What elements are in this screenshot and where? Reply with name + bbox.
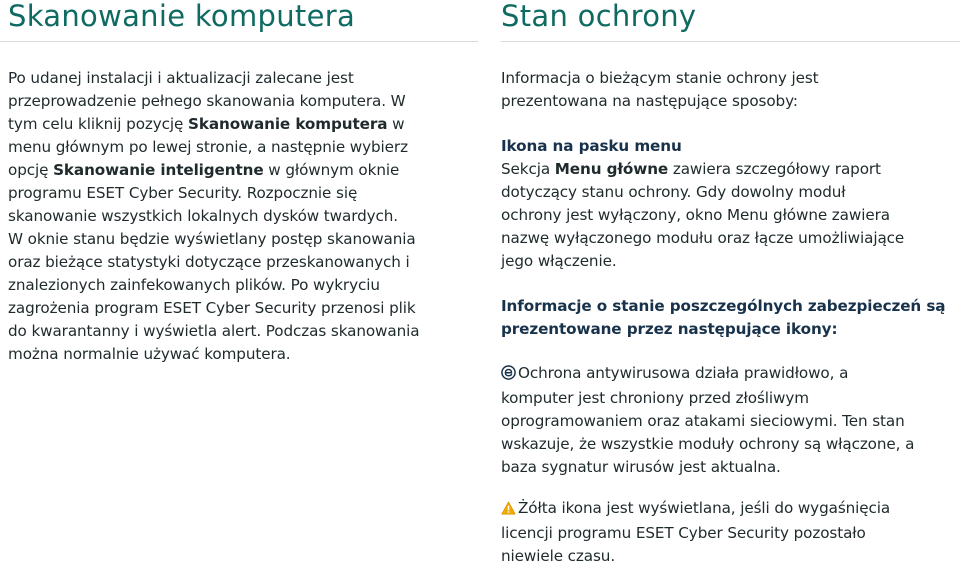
text-run: znalezionych zainfekowanych plików. Po wykryciu [8, 276, 380, 294]
text-run: zawiera szczegółowy raport [668, 160, 881, 178]
status-icons-heading [501, 295, 945, 341]
scan-section-body [8, 67, 419, 366]
text-run: przeprowadzenie pełnego skanowania komputera. W [8, 92, 406, 110]
text-run: oraz bieżące statystyki dotyczące przeskanowanych i [8, 253, 410, 271]
text-run: nazwę wyłączonego modułu oraz łącze umożliwiające [501, 229, 905, 247]
yellow-status-text: Żółta ikona jest wyświetlana, jeśli do wygaśnięcia [518, 499, 891, 517]
bold-term: Menu główne [554, 160, 669, 178]
text-run: zagrożenia program ESET Cyber Security przenosi plik [8, 299, 416, 317]
menu-icon-description [501, 158, 904, 273]
text-run: Po udanej instalacji i aktualizacji zalecane jest [8, 69, 354, 87]
status-icons-heading-line: prezentowane przez następujące ikony: [501, 320, 838, 338]
green-status-text: Ochrona antywirusowa działa prawidłowo, a [518, 364, 849, 382]
text-line [8, 67, 419, 90]
status-icons-heading-line: Informacje o stanie poszczególnych zabezpieczeń są [501, 297, 946, 315]
text-run: W oknie stanu będzie wyświetlany postęp skanowania [8, 230, 416, 248]
green-status-description [501, 362, 914, 479]
text-line [8, 274, 419, 297]
text-line [8, 90, 419, 113]
text-line [8, 136, 419, 159]
text-line [8, 228, 419, 251]
green-status-line: komputer jest chroniony przed złośliwym [501, 389, 809, 407]
text-line [8, 182, 419, 205]
text-run: programu ESET Cyber Security. Rozpocznie się [8, 184, 358, 202]
yellow-status-description [501, 497, 890, 568]
text-run: dotyczący stanu ochrony. Gdy dowolny moduł [501, 183, 846, 201]
text-line [8, 113, 419, 136]
yellow-status-line: niewiele czasu. [501, 547, 616, 565]
scan-title-rule [0, 41, 478, 42]
warning-triangle-icon [501, 499, 516, 522]
text-run: skanowanie wszystkich lokalnych dysków twardych. [8, 207, 399, 225]
text-line [8, 159, 419, 182]
text-run: tym celu kliknij pozycję [8, 115, 188, 133]
status-intro-line: Informacja o bieżącym stanie ochrony jest [501, 69, 819, 87]
green-status-line: wskazuje, że wszystkie moduły ochrony są włączone, a [501, 435, 915, 453]
green-status-line: oprogramowaniem oraz atakami sieciowymi. Ten stan [501, 412, 905, 430]
bold-term: Skanowanie komputera [188, 115, 388, 133]
yellow-status-line [501, 497, 890, 522]
text-line [501, 250, 904, 273]
text-line [501, 204, 904, 227]
text-line [8, 205, 419, 228]
text-run: do kwarantanny i wyświetla alert. Podczas skanowania [8, 322, 420, 340]
text-run: opcję [8, 161, 54, 179]
status-intro-line: prezentowana na następujące sposoby: [501, 92, 798, 110]
text-line [8, 297, 419, 320]
text-line [501, 158, 904, 181]
yellow-status-line: licencji programu ESET Cyber Security pozostało [501, 524, 866, 542]
text-run: można normalnie używać komputera. [8, 345, 291, 363]
text-run: menu głównym po lewej stronie, a następnie wybierz [8, 138, 408, 156]
status-title-rule [501, 41, 960, 42]
green-status-line: baza sygnatur wirusów jest aktualna. [501, 458, 781, 476]
text-run: jego włączenie. [501, 252, 617, 270]
scan-section-title: Skanowanie komputera [8, 0, 356, 33]
text-run: w [387, 115, 405, 133]
text-run: Sekcja [501, 160, 555, 178]
text-run: w głównym oknie [263, 161, 400, 179]
menu-icon-heading: Ikona na pasku menu [501, 137, 682, 155]
bold-term: Skanowanie inteligentne [53, 161, 264, 179]
text-line [8, 251, 419, 274]
text-line [8, 343, 419, 366]
protection-status-title: Stan ochrony [501, 0, 697, 33]
text-line [501, 227, 904, 250]
text-line [501, 181, 904, 204]
eset-e-icon [501, 364, 516, 387]
green-status-line [501, 362, 914, 387]
text-run: ochrony jest wyłączony, okno Menu główne zawiera [501, 206, 890, 224]
status-intro [501, 67, 819, 113]
text-line [8, 320, 419, 343]
